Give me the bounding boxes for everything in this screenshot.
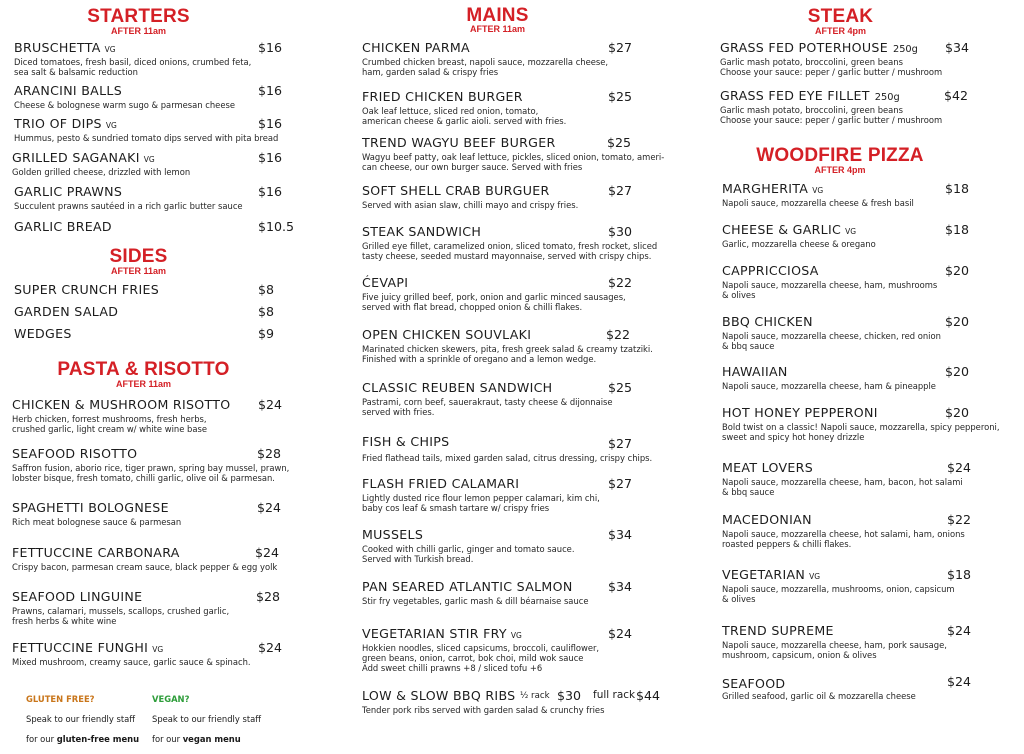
item-price: $20 <box>945 314 970 329</box>
item-name: OPEN CHICKEN SOUVLAKI <box>362 327 532 342</box>
right-column <box>718 0 1024 727</box>
item-price: $22 <box>606 327 631 342</box>
item-name: FRIED CHICKEN BURGER <box>362 89 523 104</box>
item-name: FLASH FRIED CALAMARI <box>362 476 520 491</box>
item-name: SOFT SHELL CRAB BURGUER <box>362 183 550 198</box>
item-price: $34 <box>608 579 633 594</box>
item-price: $24 <box>947 623 972 638</box>
item-price: $16 <box>258 116 283 131</box>
item-name: BBQ CHICKEN <box>722 314 813 329</box>
vegan-title: VEGAN? <box>152 694 190 704</box>
item-description: Crispy bacon, parmesan cream sauce, black pepper & egg yolk <box>12 562 278 572</box>
item-description: Napoli sauce, mozzarella cheese, hot salami, ham, onions roasted peppers & chilli flakes. <box>722 529 965 549</box>
item-description: Grilled eye fillet, caramelized onion, sliced tomato, fresh rocket, sliced tasty cheese, seeded mustard mayonnaise, served with crispy chips. <box>362 241 658 261</box>
item-price: $24 <box>608 626 633 641</box>
item-price: $25 <box>608 380 633 395</box>
item-price: $8 <box>258 304 275 319</box>
item-price: $18 <box>947 567 972 582</box>
item-name: MARGHERITA VG <box>722 181 824 196</box>
item-name: CLASSIC REUBEN SANDWICH <box>362 380 553 395</box>
full-rack-label: full rack <box>593 689 636 701</box>
pasta-subtitle: AFTER 11am <box>115 379 172 389</box>
item-name: PAN SEARED ATLANTIC SALMON <box>362 579 573 594</box>
item-price: $18 <box>945 222 970 237</box>
item-description: Napoli sauce, mozzarella cheese & fresh basil <box>722 198 914 208</box>
item-price: $10.5 <box>258 219 295 234</box>
item-price: $24 <box>255 545 280 560</box>
gluten-free-line: Speak to our friendly staff <box>26 714 136 724</box>
item-description: Five juicy grilled beef, pork, onion and garlic minced sausages, served with flat bread, chopped onion & chilli flakes. <box>362 292 626 312</box>
item-description: Fried flathead tails, mixed garden salad, citrus dressing, crispy chips. <box>362 453 653 463</box>
item-description: Napoli sauce, mozzarella cheese, ham & pineapple <box>722 381 936 391</box>
item-description: Succulent prawns sautéed in a rich garlic butter sauce <box>14 201 243 211</box>
item-name: ARANCINI BALLS <box>14 83 123 98</box>
item-description: Napoli sauce, mozzarella cheese, ham, bacon, hot salami & bbq sauce <box>722 477 963 497</box>
item-price: $28 <box>256 589 281 604</box>
item-price: $27 <box>608 436 633 451</box>
item-description: Garlic mash potato, broccolini, green beans Choose your sauce: peper / garlic butter / mushroom <box>720 105 943 125</box>
half-rack-label: ½ rack <box>520 691 550 701</box>
item-description: Stir fry vegetables, garlic mash & dill béarnaise sauce <box>362 596 589 606</box>
item-name: TREND WAGYU BEEF BURGER <box>362 135 556 150</box>
item-description: Rich meat bolognese sauce & parmesan <box>12 517 182 527</box>
item-description: Cheese & bolognese warm sugo & parmesan cheese <box>14 100 235 110</box>
item-name: FETTUCCINE FUNGHI VG <box>12 640 164 655</box>
item-name: SPAGHETTI BOLOGNESE <box>12 500 169 515</box>
item-price: $16 <box>258 40 283 55</box>
item-price: $8 <box>258 282 275 297</box>
item-description: Crumbed chicken breast, napoli sauce, mozzarella cheese, ham, garden salad & crispy fries <box>362 57 609 77</box>
item-name: GARLIC BREAD <box>14 219 112 234</box>
vegan-line2: for our vegan menu <box>152 734 241 744</box>
item-description: Marinated chicken skewers, pita, fresh greek salad & creamy tzatziki. Finished with a sprinkle of oregano and a lemon wedge. <box>362 344 653 364</box>
item-name: HOT HONEY PEPPERONI <box>722 405 878 420</box>
item-price: $42 <box>944 88 969 103</box>
item-name: HAWAIIAN <box>722 364 788 379</box>
item-description: Herb chicken, forrest mushrooms, fresh herbs, crushed garlic, light cream w/ white wine base <box>12 414 208 434</box>
item-price: $25 <box>608 89 633 104</box>
item-name: VEGETARIAN VG <box>722 567 821 582</box>
item-description: Pastrami, corn beef, sauerakraut, tasty cheese & dijonnaise served with fries. <box>362 397 613 417</box>
vegan-note <box>152 684 261 754</box>
item-name: VEGETARIAN STIR FRY VG <box>362 626 522 641</box>
steak-title: STEAK <box>807 6 874 27</box>
item-name: TREND SUPREME <box>722 623 834 638</box>
item-name: TRIO OF DIPS VG <box>14 116 117 131</box>
item-description: Napoli sauce, mozzarella cheese, chicken, red onion & bbq sauce <box>722 331 941 351</box>
item-name: GRASS FED POTERHOUSE 250g <box>720 40 918 55</box>
item-name: GARLIC PRAWNS <box>14 184 123 199</box>
sides-subtitle: AFTER 11am <box>110 266 167 276</box>
item-price: $24 <box>947 460 972 475</box>
item-description: Garlic, mozzarella cheese & oregano <box>722 239 876 249</box>
item-price: $20 <box>945 263 970 278</box>
item-price: $16 <box>258 184 283 199</box>
item-price: $24 <box>257 500 282 515</box>
vegan-line: Speak to our friendly staff <box>152 714 262 724</box>
steak-subtitle: AFTER 4pm <box>814 26 866 36</box>
middle-column <box>360 0 690 727</box>
item-description: Cooked with chilli garlic, ginger and tomato sauce. Served with Turkish bread. <box>362 544 575 564</box>
item-price: $22 <box>608 275 633 290</box>
mains-subtitle: AFTER 11am <box>469 24 526 34</box>
item-description: Mixed mushroom, creamy sauce, garlic sauce & spinach. <box>12 657 251 667</box>
item-price: $34 <box>608 527 633 542</box>
item-price: $34 <box>945 40 970 55</box>
item-description: Oak leaf lettuce, sliced red onion, tomato, american cheese & garlic aioli. served with fries. <box>362 106 567 126</box>
item-name: BRUSCHETTA VG <box>14 40 116 55</box>
item-description: Diced tomatoes, fresh basil, diced onions, crumbed feta, sea salt & balsamic reduction <box>14 57 252 77</box>
item-description: Hummus, pesto & sundried tomato dips served with pita bread <box>14 133 279 143</box>
item-description: Napoli sauce, mozzarella cheese, ham, pork sausage, mushroom, capsicum, onion & olives <box>722 640 947 660</box>
item-price: $24 <box>947 674 972 689</box>
item-price: $20 <box>945 405 970 420</box>
gluten-free-note <box>26 684 139 754</box>
item-price: $28 <box>257 446 282 461</box>
item-description: Prawns, calamari, mussels, scallops, crushed garlic, fresh herbs & white wine <box>12 606 230 626</box>
item-description: Napoli sauce, mozzarella, mushrooms, onion, capsicum & olives <box>722 584 955 604</box>
item-name: GARDEN SALAD <box>14 304 119 319</box>
item-name: SEAFOOD <box>722 676 786 691</box>
item-name: LOW & SLOW BBQ RIBS <box>362 688 516 703</box>
item-price: $20 <box>945 364 970 379</box>
item-description: Grilled seafood, garlic oil & mozzarella cheese <box>722 691 916 701</box>
item-name: FETTUCCINE CARBONARA <box>12 545 180 560</box>
item-name: CAPPRICCIOSA <box>722 263 819 278</box>
item-name: WEDGES <box>14 326 72 341</box>
left-column <box>0 0 330 744</box>
item-price: $18 <box>945 181 970 196</box>
item-price: $24 <box>258 397 283 412</box>
item-name: CHICKEN PARMA <box>362 40 470 55</box>
item-description: Napoli sauce, mozzarella cheese, ham, mushrooms & olives <box>722 280 938 300</box>
item-name: CHEESE & GARLIC VG <box>722 222 857 237</box>
gluten-free-title: GLUTEN FREE? <box>26 694 95 704</box>
item-name: GRASS FED EYE FILLET 250g <box>720 88 900 103</box>
item-description: Golden grilled cheese, drizzled with lemon <box>12 167 191 177</box>
item-description: Served with asian slaw, chilli mayo and crispy fries. <box>362 200 579 210</box>
item-description: Tender pork ribs served with garden salad & crunchy fries <box>362 705 605 715</box>
item-price: $27 <box>608 183 633 198</box>
pasta-title: PASTA & RISOTTO <box>57 359 230 380</box>
item-price: $27 <box>608 40 633 55</box>
item-price: $24 <box>258 640 283 655</box>
item-description: Hokkien noodles, sliced capsicums, broccoli, cauliflower, green beans, onion, carrot, bok choi, mild wok sauce Add sweet chilli prawns +8 / sliced tofu +6 <box>362 643 600 673</box>
item-name: ĆEVAPI <box>362 275 409 290</box>
item-price: $16 <box>258 83 283 98</box>
pizza-title: WOODFIRE PIZZA <box>756 145 924 166</box>
item-description: Bold twist on a classic! Napoli sauce, mozzarella, spicy pepperoni, sweet and spicy hot honey drizzle <box>722 422 1000 442</box>
pizza-subtitle: AFTER 4pm <box>814 165 866 175</box>
item-name: GRILLED SAGANAKI VG <box>12 150 155 165</box>
starters-subtitle: AFTER 11am <box>110 26 167 36</box>
item-description: Wagyu beef patty, oak leaf lettuce, pickles, sliced onion, tomato, ameri- can cheese, our own burger sauce. Served with fries <box>362 152 665 172</box>
starters-title: STARTERS <box>87 6 190 27</box>
item-name: MEAT LOVERS <box>722 460 814 475</box>
item-price: $22 <box>947 512 972 527</box>
item-name: MUSSELS <box>362 527 424 542</box>
item-description: Lightly dusted rice flour lemon pepper calamari, kim chi, baby cos leaf & smash tartare w/ crispy fries <box>362 493 600 513</box>
item-name: SEAFOOD LINGUINE <box>12 589 143 604</box>
item-name: SUPER CRUNCH FRIES <box>14 282 160 297</box>
item-name: CHICKEN & MUSHROOM RISOTTO <box>12 397 231 412</box>
item-price: $25 <box>607 135 632 150</box>
item-name: SEAFOOD RISOTTO <box>12 446 138 461</box>
item-name: MACEDONIAN <box>722 512 812 527</box>
sides-title: SIDES <box>109 246 168 267</box>
item-description: Saffron fusion, aborio rice, tiger prawn, spring bay mussel, prawn, lobster bisque, fresh tomato, chilli garlic, olive oil & parmesan. <box>12 463 290 483</box>
gluten-free-line2: for our gluten-free menu <box>26 734 140 744</box>
item-description: Garlic mash potato, broccolini, green beans Choose your sauce: peper / garlic butter / mushroom <box>720 57 943 77</box>
item-name: STEAK SANDWICH <box>362 224 482 239</box>
item-price: $16 <box>258 150 283 165</box>
item-price: $9 <box>258 326 275 341</box>
item-price: $27 <box>608 476 633 491</box>
half-rack-price: $30 <box>557 688 582 703</box>
mains-title: MAINS <box>466 5 529 26</box>
item-name: FISH & CHIPS <box>362 434 450 449</box>
item-price: $30 <box>608 224 633 239</box>
full-rack-price: $44 <box>636 688 661 703</box>
